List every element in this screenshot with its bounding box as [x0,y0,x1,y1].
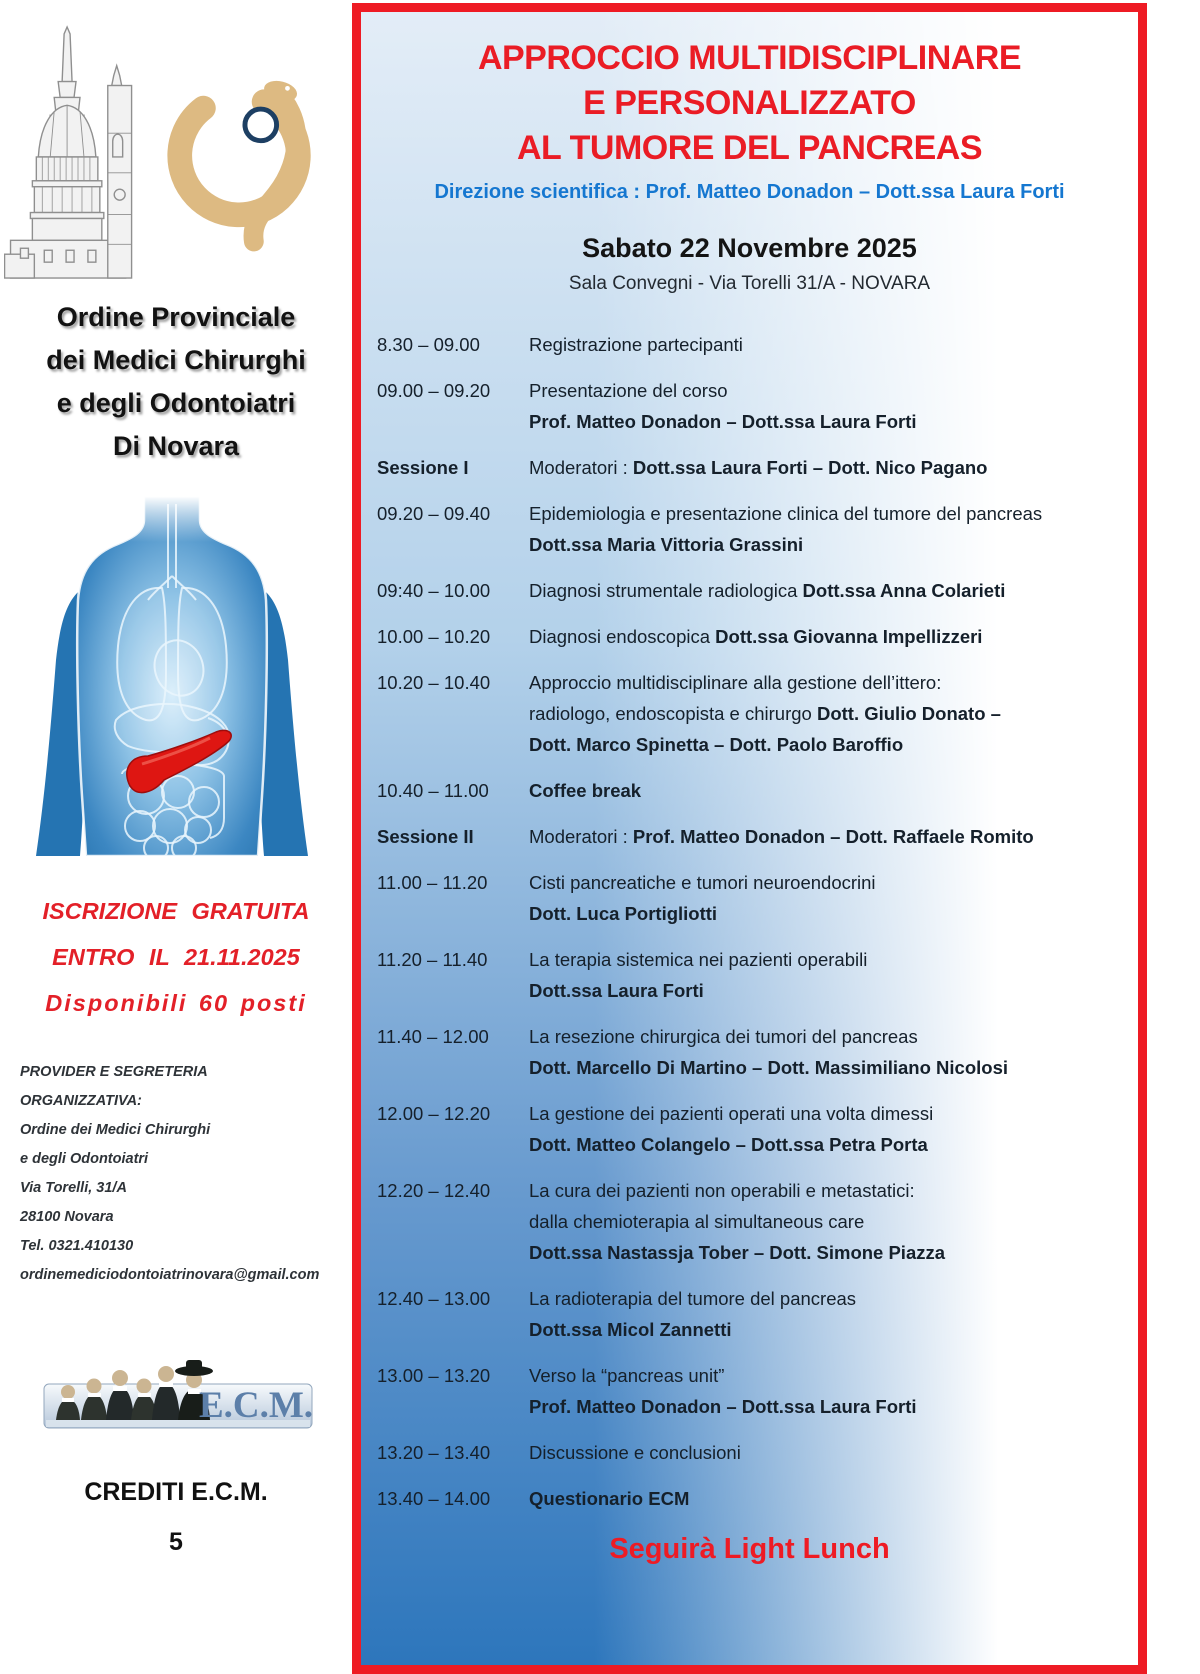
topic-text: Approccio multidisciplinare alla gestione dell’ittero: [529,672,942,693]
schedule-session-label: Sessione I [377,457,469,478]
schedule-row [377,775,1122,806]
topic-text: dalla chemioterapia al simultaneous care [529,1211,865,1232]
schedule-content [529,1483,1122,1514]
schedule-content [529,1175,1122,1268]
schedule-line [529,1391,1122,1422]
schedule-line [529,375,1122,406]
topic-text: Diagnosi endoscopica [529,626,716,647]
schedule-time: 09:40 – 10.00 [377,580,491,601]
registration-seats-line: Disponibili 60 posti [45,990,307,1016]
schedule-line [529,1283,1122,1314]
topic-text: La resezione chirurgica dei tumori del pancreas [529,1026,918,1047]
ecm-credits-value: 5 [169,1528,183,1556]
schedule-line [529,1360,1122,1391]
event-title [377,36,1122,171]
topic-text: Discussione e conclusioni [529,1442,741,1463]
ecm-logo-text: E.C.M. [198,1385,314,1426]
pancreas-anatomy-illustration [22,496,322,856]
provider-line: Tel. 0321.410130 [20,1238,134,1254]
schedule-time: 10.40 – 11.00 [377,780,489,801]
schedule-time: 12.00 – 12.20 [377,1103,491,1124]
schedule-row [377,375,1122,437]
speaker-name: Dott. Marco Spinetta – Dott. Paolo Baroffio [529,734,904,755]
schedule-line [529,1098,1122,1129]
topic-text: Moderatori : [529,457,633,478]
schedule-session-label: Sessione II [377,826,474,847]
sidebar [0,0,352,1674]
schedule-line [529,1021,1122,1052]
schedule-time: 13.40 – 14.00 [377,1488,491,1509]
schedule-row [377,1021,1122,1083]
schedule-line [529,1175,1122,1206]
registration-free-line: ISCRIZIONE GRATUITA [42,898,310,924]
speaker-name: Dott.ssa Micol Zannetti [529,1319,732,1340]
provider-line: PROVIDER E SEGRETERIA [20,1064,208,1080]
schedule-time: 12.20 – 12.40 [377,1180,491,1201]
schedule-line [529,821,1122,852]
schedule-line [529,775,1122,806]
topic-text: La gestione dei pazienti operati una volta dimessi [529,1103,934,1124]
schedule-content [529,329,1122,360]
program-panel [352,3,1147,1674]
schedule-content [529,667,1122,760]
schedule-line [529,698,1122,729]
event-date: Sabato 22 Novembre 2025 [582,233,917,263]
schedule-row [377,867,1122,929]
speaker-name: Dott. Luca Portigliotti [529,903,718,924]
topic-text: Diagnosi strumentale radiologica [529,580,803,601]
schedule-time: 09.20 – 09.40 [377,503,491,524]
schedule-content [529,1283,1122,1345]
topic-text: radiologo, endoscopista e chirurgo [529,703,817,724]
schedule-time: 10.00 – 10.20 [377,626,491,647]
schedule-row [377,1175,1122,1268]
topic-text: Moderatori : [529,826,633,847]
schedule-line [529,621,1122,652]
org-name-line: dei Medici Chirurghi [46,345,306,375]
provider-line: e degli Odontoiatri [20,1151,149,1167]
schedule-row [377,1437,1122,1468]
schedule-line [529,406,1122,437]
speaker-name: Dott.ssa Anna Colarieti [802,580,1006,601]
schedule-content [529,575,1122,606]
schedule-line [529,729,1122,760]
registration-deadline-line: ENTRO IL 21.11.2025 [52,944,300,970]
schedule-line [529,498,1122,529]
schedule-line [529,1206,1122,1237]
organization-name [0,296,352,468]
speaker-name: Coffee break [529,780,642,801]
schedule-line [529,1052,1122,1083]
schedule-row [377,1483,1122,1514]
schedule-row [377,498,1122,560]
schedule-row [377,621,1122,652]
schedule-row [377,575,1122,606]
ecm-logo [42,1352,314,1444]
speaker-name: Dott.ssa Maria Vittoria Grassini [529,534,804,555]
provider-line: Ordine dei Medici Chirurghi [20,1122,211,1138]
schedule-time: 12.40 – 13.00 [377,1288,491,1309]
schedule-line [529,1314,1122,1345]
topic-text: Registrazione partecipanti [529,334,743,355]
schedule-time: 11.20 – 11.40 [377,949,488,970]
speaker-name: Dott.ssa Nastassja Tober – Dott. Simone Piazza [529,1242,946,1263]
medical-order-logo [158,60,326,256]
schedule-row [377,944,1122,1006]
schedule-content [529,1360,1122,1422]
topic-text: La radioterapia del tumore del pancreas [529,1288,857,1309]
schedule-line [529,529,1122,560]
registration-notice [0,888,352,1026]
speaker-name: Prof. Matteo Donadon – Dott.ssa Laura Forti [529,411,917,432]
schedule-content [529,498,1122,560]
basilica-illustration [4,24,154,282]
speaker-name: Dott. Marcello Di Martino – Dott. Massimiliano Nicolosi [529,1057,1009,1078]
event-venue: Sala Convegni - Via Torelli 31/A - NOVARA [568,273,931,294]
schedule-line [529,1483,1122,1514]
topic-text: La terapia sistemica nei pazienti operabili [529,949,868,970]
provider-line: ORGANIZZATIVA: [20,1093,142,1109]
speaker-name: Dott.ssa Laura Forti [529,980,704,1001]
event-title-line: AL TUMORE DEL PANCREAS [516,129,983,167]
schedule-row [377,1098,1122,1160]
provider-line: Via Torelli, 31/A [20,1180,127,1196]
schedule-content [529,1437,1122,1468]
schedule-row [377,821,1122,852]
org-name-line: Ordine Provinciale [56,302,296,332]
schedule-line [529,867,1122,898]
schedule-time: 10.20 – 10.40 [377,672,491,693]
schedule-line [529,575,1122,606]
speaker-name: Dott. Matteo Colangelo – Dott.ssa Petra Porta [529,1134,928,1155]
light-lunch-note: Seguirà Light Lunch [609,1533,890,1565]
speaker-name: Prof. Matteo Donadon – Dott. Raffaele Romito [632,826,1034,847]
topic-text: Epidemiologia e presentazione clinica del tumore del pancreas [529,503,1043,524]
schedule-row [377,329,1122,360]
topic-text: La cura dei pazienti non operabili e metastatici: [529,1180,915,1201]
org-name-line: e degli Odontoiatri [56,388,296,418]
schedule-time: 8.30 – 09.00 [377,334,480,355]
schedule-line [529,1437,1122,1468]
schedule-time: 11.40 – 12.00 [377,1026,489,1047]
provider-line: 28100 Novara [20,1209,114,1225]
schedule-content [529,821,1122,852]
ecm-credits-label: CREDITI E.C.M. [84,1478,268,1506]
schedule-line [529,452,1122,483]
schedule-content [529,867,1122,929]
schedule-time: 11.00 – 11.20 [377,872,488,893]
schedule-content [529,452,1122,483]
schedule-line [529,898,1122,929]
org-name-line: Di Novara [112,431,240,461]
schedule-time: 13.20 – 13.40 [377,1442,491,1463]
schedule-row [377,1283,1122,1345]
schedule-content [529,775,1122,806]
schedule-time: 13.00 – 13.20 [377,1365,491,1386]
schedule-content [529,1098,1122,1160]
topic-text: Verso la “pancreas unit” [529,1365,725,1386]
event-title-line: E PERSONALIZZATO [583,84,916,122]
speaker-name: Prof. Matteo Donadon – Dott.ssa Laura Forti [529,1396,917,1417]
schedule-line [529,1129,1122,1160]
schedule-line [529,975,1122,1006]
schedule-line [529,329,1122,360]
schedule-line [529,667,1122,698]
schedule [377,329,1122,1514]
topic-text: Cisti pancreatiche e tumori neuroendocrini [529,872,876,893]
speaker-name: Questionario ECM [529,1488,690,1509]
schedule-row [377,452,1122,483]
speaker-name: Dott. Giulio Donato – [816,703,1001,724]
schedule-content [529,944,1122,1006]
event-title-line: APPROCCIO MULTIDISCIPLINARE [477,39,1022,77]
schedule-row [377,1360,1122,1422]
provider-email: ordinemediciodontoiatrinovara@gmail.com [20,1267,320,1283]
speaker-name: Dott.ssa Laura Forti – Dott. Nico Pagano [632,457,988,478]
schedule-content [529,1021,1122,1083]
schedule-line [529,1237,1122,1268]
topic-text: Presentazione del corso [529,380,728,401]
schedule-time: 09.00 – 09.20 [377,380,491,401]
schedule-content [529,375,1122,437]
schedule-line [529,944,1122,975]
schedule-row [377,667,1122,760]
scientific-direction: Direzione scientifica : Prof. Matteo Donadon – Dott.ssa Laura Forti [434,181,1065,203]
provider-info [20,1058,342,1290]
speaker-name: Dott.ssa Giovanna Impellizzeri [715,626,983,647]
schedule-content [529,621,1122,652]
